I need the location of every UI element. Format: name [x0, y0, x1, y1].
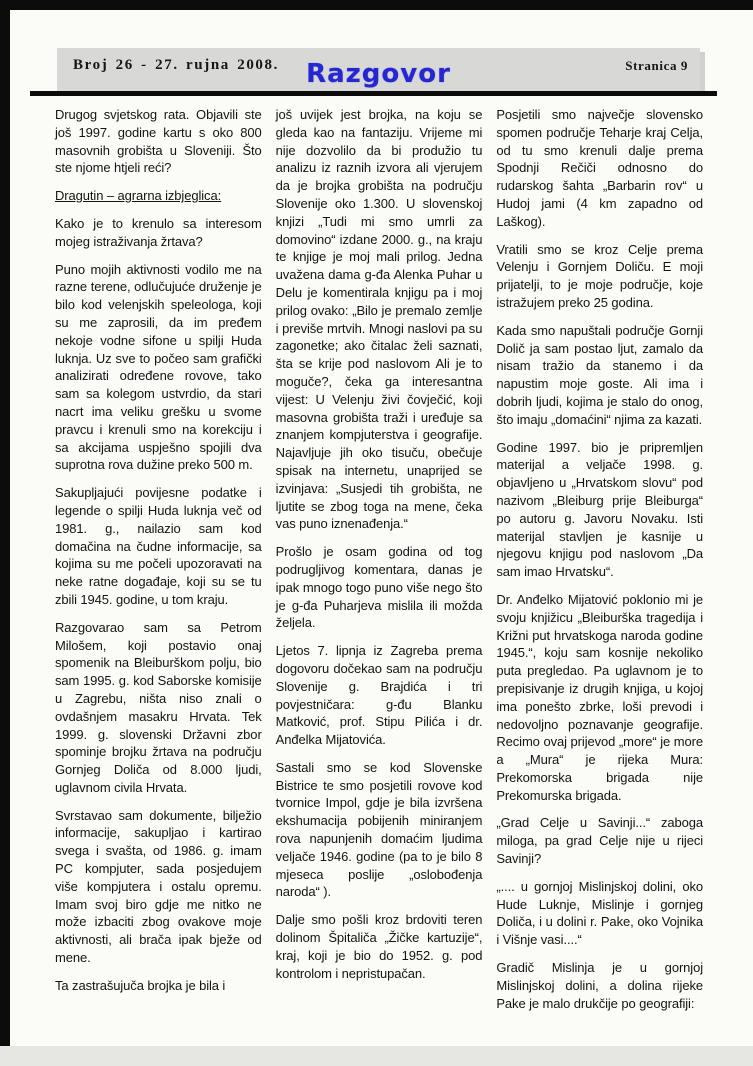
speaker-heading: Dragutin – agrarna izbjeglica: — [55, 188, 222, 204]
page-bottom-strip — [0, 1046, 753, 1066]
header-rule — [30, 91, 717, 96]
paragraph: Kako je to krenulo sa interesom mojeg istraživanja žrtava? — [55, 215, 262, 249]
paragraph: Kada smo napuštali područje Gornji Dolič ja sam postao ljut, zamalo da nisam tražio da stanemo i da napustim moje goste. Ali ima i dobrih ljudi, kojima je stalo do onog, što imaju „domaćini“ njima za kazati. — [496, 322, 704, 427]
paragraph: Dr. Anđelko Mijatović poklonio mi je svoju knjižicu „Bleiburška tragedija i Križni put hrvatskoga naroda godine 1945.“, koju sam kosnije nekoliko puta pregledao. Pa uglavnom je to prepisivanje iz drugih knjiga, u kojoj ima ponešto zbrke, loši prevodi i nedovoljno poznavanje geografije. Recimo ovaj prijevod „more“ je more a „Mura“ je rijeka Mura: Prekomorska brigada nije Prekomurska brigada. — [496, 591, 704, 803]
paragraph: Dalje smo pošli kroz brdoviti teren dolinom Špitaliča „Žičke kartuzije“, kraj, koji je bio do 1952. g. pod kontrolom i nepristupačan. — [275, 912, 483, 981]
text-column-2 — [276, 106, 483, 1022]
paragraph: Sakupljajući povijesne podatke i legende o spilji Huda luknja več od 1981. g., nailazio sam kod domačina na čudne informacije, sa kojima su me počeli upozoravati na neke ratne događaje, koji su se tu zbili 1945. godine, u tom kraju. — [55, 485, 262, 607]
paragraph: „Grad Celje u Savinji...“ zaboga miloga, pa grad Celje nije u rijeci Savinji? — [496, 815, 704, 867]
paragraph: Prošlo je osam godina od tog podrugljivog komentara, danas je ipak mnogo togo puno više nego što je g-đa Puharjeva mislila ili možda željela. — [275, 544, 483, 631]
scan-edge-top — [0, 0, 753, 10]
paragraph: Razgovarao sam sa Petrom Milošem, koji postavio onaj spomenik na Bleiburškom polju, bio sam 1995. g. kod Saborske komisije u Zagrebu, ništa niso znali o ovdašnjem masakru Hrvata. Tek 1999. g. slovenski Državni zbor spominje brojku žrtava na području Gornjeg Doliča od 8.000 ljudi, uglavnom civila Hrvata. — [55, 619, 262, 795]
paragraph: Vratili smo se kroz Celje prema Velenju i Gornjem Doliču. E moji prijatelji, to je moje područje, koje istražujem preko 25 godina. — [496, 241, 704, 310]
issue-date-label: Broj 26 - 27. rujna 2008. — [73, 57, 279, 73]
header-band — [57, 48, 700, 91]
paragraph: Puno mojih aktivnosti vodilo me na razne terene, odlučujuće druženje je bilo kod velenjskih speleologa, koji su me zaprosili, da im pređem nekoje vodne sifone u spilji Huda luknja. Uz sve to počeo sam grafički analizirati određene rovove, tako sam sa kolegom ustvrdio, da stari nacrt ima veliku grešku u svome pravcu i krenuli smo na korekciju i sa akcijama uspješno spojili dva suprotna rova dužine preko 500 m. — [55, 261, 262, 473]
paragraph: Drugog svjetskog rata. Objavili ste još 1997. godine kartu s oko 800 masovnih grobišta u Sloveniji. Što ste njome htjeli reći? — [55, 107, 262, 176]
section-title: Razgovor — [306, 59, 451, 89]
text-column-1 — [55, 106, 262, 1022]
paragraph: „.... u gornjoj Mislinjskoj dolini, oko Hude Luknje, Mislinje i gornjeg Doliča, i u dolini r. Pake, oko Vojnika i Višnje vasi....“ — [496, 878, 704, 948]
text-column-3 — [496, 106, 703, 1022]
paragraph: Godine 1997. bio je pripremljen materijal a veljače 1998. g. objavljeno u „Hrvatskom slovu“ pod nazivom „Bleiburg prije Bleiburga“ po autoru g. Javoru Novaku. Isti materijal stavljen je kasnije u njegovu knjigu pod naslovom „Da sam imao Hrvatsku“. — [496, 439, 704, 580]
scan-edge-left — [0, 0, 10, 1046]
paragraph: Ljetos 7. lipnja iz Zagreba prema dogovoru dočekao sam na području Slovenije g. Brajdića i tri povjestničara: g-đu Blanku Matković, prof. Stipu Pilića i dr. Anđelka Mijatovića. — [275, 643, 483, 748]
paragraph: Sastali smo se kod Slovenske Bistrice te smo posjetili rovove kod tvornice Impol, gdje je bila izvršena ekshumacija pobijenih miniranjem rova napunjenih domaćim ljudima veljače 1946. godine (pa to je bilo 8 mjeseca poslije „oslobođenja naroda“ ). — [275, 759, 483, 900]
paragraph: još uvijek jest brojka, na koju se gleda kao na fantaziju. Vrijeme mi nije dozvolilo da bi produžio tu analizu iz raznih izvora ali vjerujem da je brojka grobišta na području Slovenije oko 1.300. U slovenskoj knjizi „Tudi mi smo umrli za domovino“ izdane 2000. g., na kraju te knjige je moj mali prilog. Jedna uvažena dama g-đa Alenka Puhar u Delu je komentirala knjigu pa i moj prilog ovako: „Bilo je premalo zemlje i previše mrtvih. Mnogi naslovi pa su zagonetke; ako čitalac želi saznati, šta se krije pod naslovom Ali je to moguče?, čeka ga interesantna vijest: U Velenju živi čovječić, koji masovna grobišta traži i uređuje sa znanjem kompjuterstva i geografije. Najavljuje jih oko tisuču, obečuje spisak na internetu, unaprijed se izvinjava: „Susjedi tih grobišta, ne ljutite se zbog toga na mene, čeka vas puno iznenađenja.“ — [275, 107, 483, 532]
article-body — [55, 106, 703, 1022]
paragraph: Posjetili smo največje slovensko spomen područje Teharje kraj Celja, od tu smo krenuli dalje prema Spodnji Rečiči odnosno do rudarskog šahta „Barbarin rov“ u Hudoj jami (4 km zapadno od Laškog). — [496, 107, 704, 229]
paragraph: Svrstavao sam dokumente, bilježio informacije, sakupljao i kartirao svega i svašta, od 1986. g. imam PC kompjuter, sada posjedujem više kompjutera i ostalu opremu. Imam svoj biro gdje me nitko ne može izbaciti zbog ovakove moje aktivnosti, ali brača ipak bježe od mene. — [55, 807, 262, 966]
paragraph: Gradič Mislinja je u gornjoj Mislinjskoj dolini, a dolina rijeke Pake je malo drukčije po geografiji: — [496, 960, 704, 1011]
paragraph: Ta zastrašujuča brojka je bila i — [55, 977, 226, 993]
page-number-label: Stranica 9 — [625, 58, 688, 73]
